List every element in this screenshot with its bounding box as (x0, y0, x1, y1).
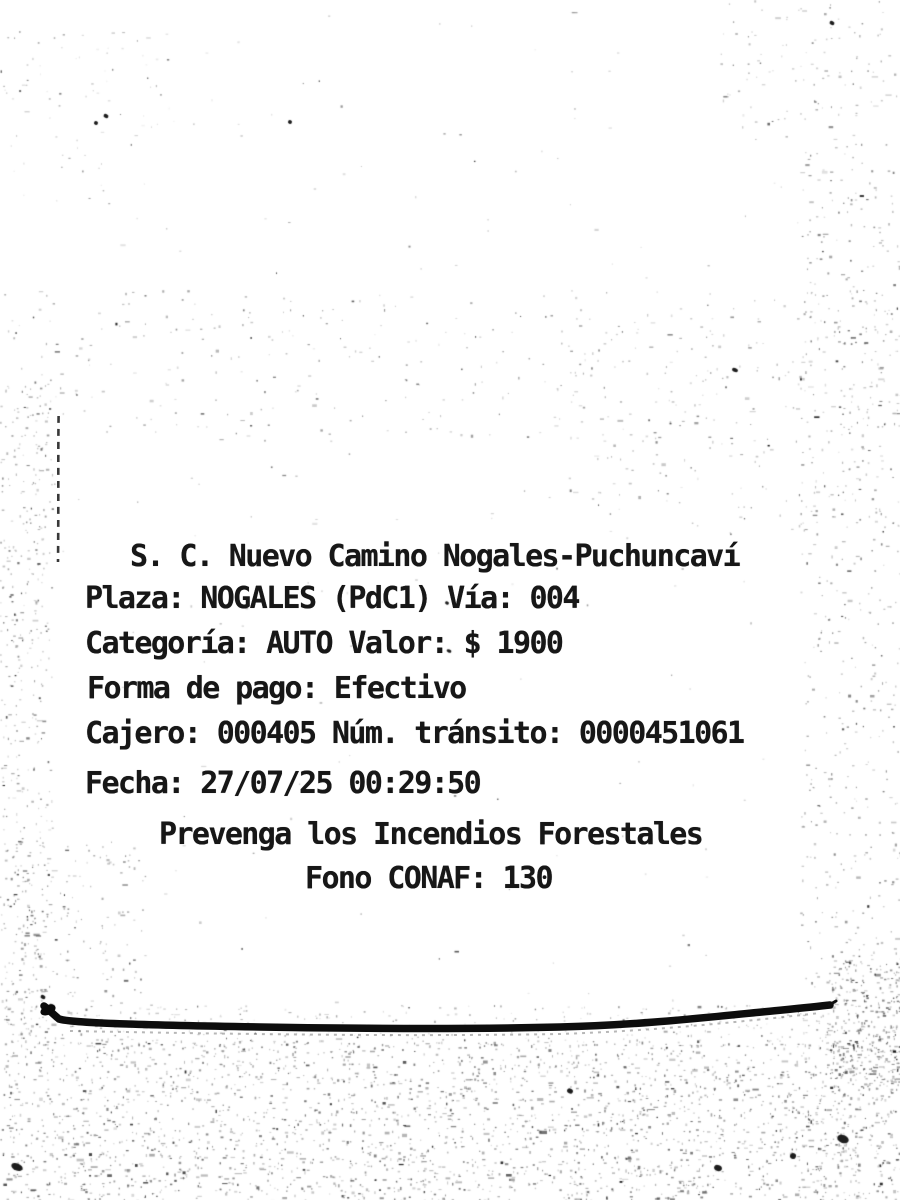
receipt-plaza-line: Plaza: NOGALES (PdC1) Vía: 004 (85, 581, 579, 616)
receipt-cajero-line: Cajero: 000405 Núm. tránsito: 0000451061 (85, 716, 744, 751)
receipt-title-line: S. C. Nuevo Camino Nogales-Puchuncaví (130, 539, 740, 574)
receipt-categoria-line: Categoría: AUTO Valor: $ 1900 (85, 626, 563, 661)
receipt-fono-conaf-line: Fono CONAF: 130 (305, 861, 552, 896)
receipt-aviso-forestal-line: Prevenga los Incendios Forestales (159, 817, 703, 852)
receipt-forma-pago-line: Forma de pago: Efectivo (87, 671, 466, 706)
receipt-fecha-line: Fecha: 27/07/25 00:29:50 (85, 766, 481, 801)
